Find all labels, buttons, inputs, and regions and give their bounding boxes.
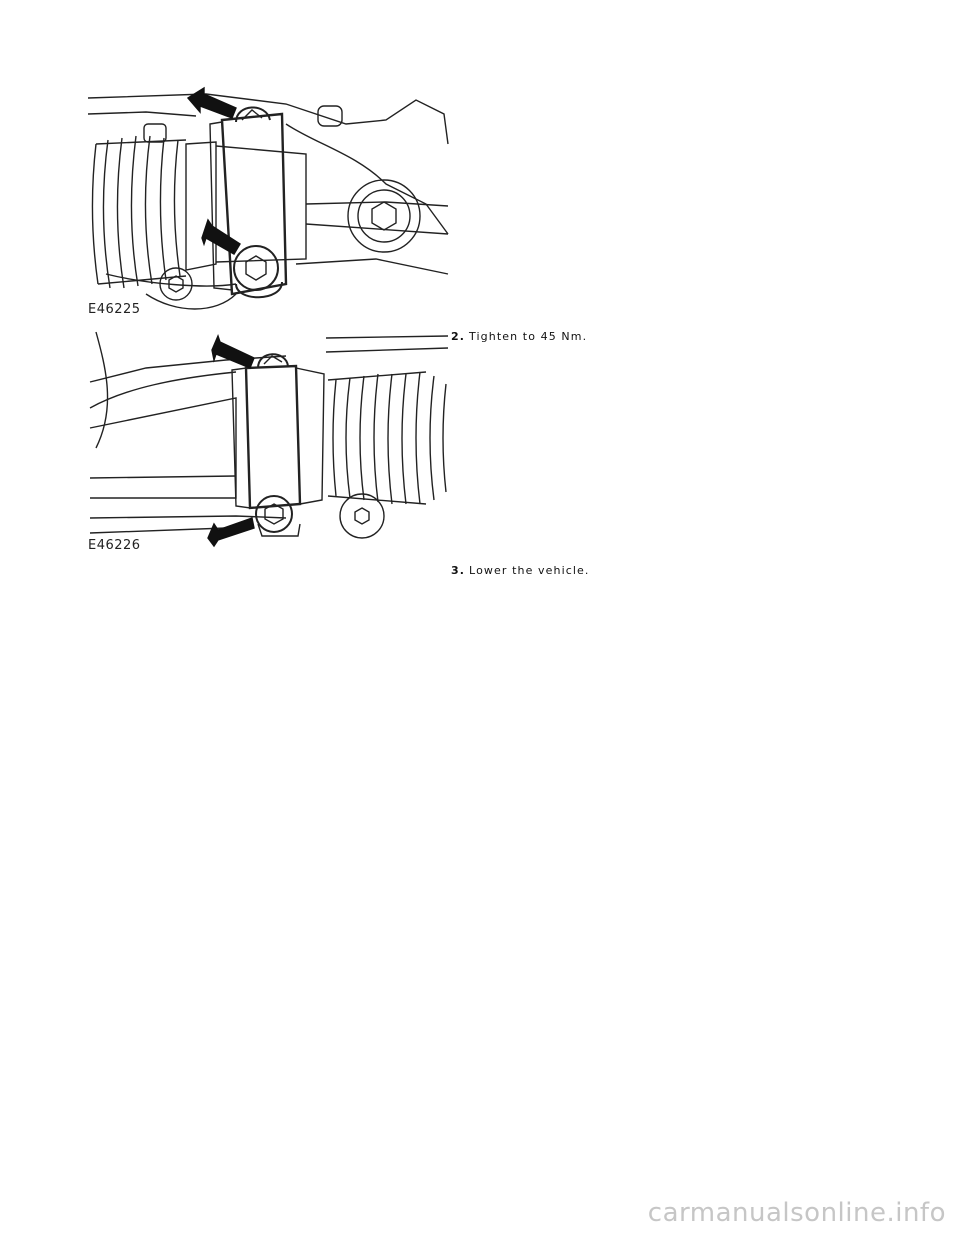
step-text: Tighten to 45 Nm. (469, 330, 588, 343)
figure-e46225 (86, 84, 450, 320)
figure-id-label: E46226 (88, 538, 141, 553)
steering-rack-clamp-illustration-bottom (86, 328, 450, 556)
step-2 (451, 330, 587, 343)
step-3 (451, 564, 590, 577)
step-text: Lower the vehicle. (469, 564, 590, 577)
watermark: carmanualsonline.info (647, 1198, 946, 1228)
figure-id-label: E46225 (88, 302, 141, 317)
figure-e46226 (86, 328, 450, 556)
step-number: 2. (451, 330, 466, 343)
step-number: 3. (451, 564, 466, 577)
steering-rack-clamp-illustration-top (86, 84, 450, 320)
